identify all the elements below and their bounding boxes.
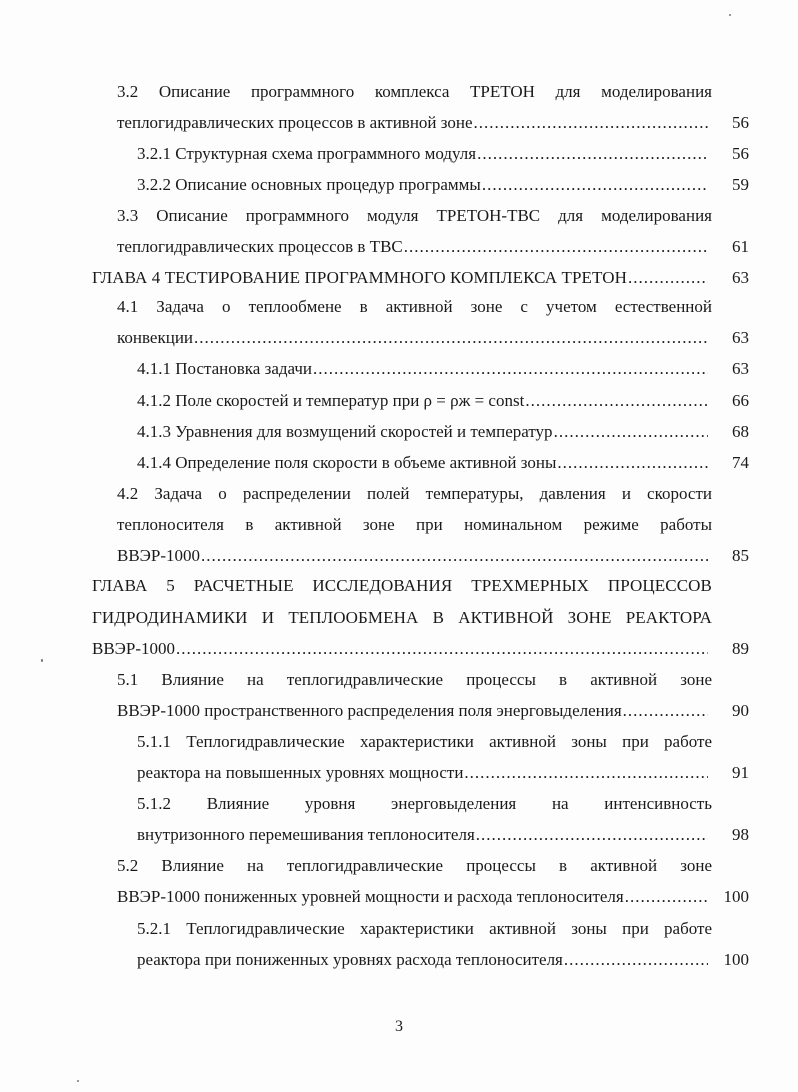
toc-entry-title: конвекции <box>117 328 194 347</box>
toc-entry-title: 4.1.3 Уравнения для возмущений скоростей и температур <box>137 422 553 441</box>
toc-page-number: 56 <box>732 144 749 163</box>
toc-chapter <box>92 633 709 664</box>
toc-leader <box>564 944 708 975</box>
toc-entry-title: ВВЭР-1000 <box>92 639 176 658</box>
toc-entry <box>137 757 709 788</box>
toc-entry <box>137 169 709 200</box>
toc-entry <box>117 322 709 353</box>
toc-page-number: 63 <box>732 359 749 378</box>
page-number: 3 <box>395 1018 403 1035</box>
toc-page-number: 91 <box>732 763 749 782</box>
toc-leader <box>474 107 708 138</box>
toc-entry-title: ВВЭР-1000 пониженных уровней мощности и расхода теплоносителя <box>117 887 624 906</box>
toc-entry-title: 4.1.4 Определение поля скорости в объеме активной зоны <box>137 453 557 472</box>
toc-page-number: 89 <box>732 639 749 658</box>
toc-entry-title: реактора на повышенных уровнях мощности <box>137 763 464 782</box>
toc-entry-title: ГЛАВА 4 ТЕСТИРОВАНИЕ ПРОГРАММНОГО КОМПЛЕКСА ТРЕТОН <box>92 268 628 287</box>
toc-entry: 5.2.1 Теплогидравлические характеристики активной зоны при работе <box>137 919 712 938</box>
toc-leader <box>464 757 708 788</box>
toc-page-number: 100 <box>723 887 749 906</box>
toc-entry <box>117 881 709 912</box>
scan-speck <box>729 14 731 16</box>
toc-page-number: 100 <box>723 950 749 969</box>
toc-entry-title: теплогидравлических процессов в активной зоне <box>117 113 473 132</box>
toc-leader <box>477 138 708 169</box>
toc-page-number: 63 <box>732 268 749 287</box>
toc-entry: 3.2 Описание программного комплекса ТРЕТОН для моделирования <box>117 82 712 101</box>
toc-leader <box>623 695 708 726</box>
toc-entry: 4.2 Задача о распределении полей температуры, давления и скорости <box>117 484 712 503</box>
toc-entry-title: 3.2.1 Структурная схема программного модуля <box>137 144 477 163</box>
toc-leader <box>176 633 708 664</box>
toc-entry <box>117 231 709 262</box>
toc-entry-title: ВВЭР-1000 пространственного распределения поля энерговыделения <box>117 701 622 720</box>
toc-entry <box>137 353 709 384</box>
toc-entry-title: ВВЭР-1000 <box>117 546 201 565</box>
toc-leader <box>554 416 708 447</box>
toc-entry <box>117 540 709 571</box>
toc-chapter: ГЛАВА 5 РАСЧЕТНЫЕ ИССЛЕДОВАНИЯ ТРЕХМЕРНЫХ ПРОЦЕССОВ <box>92 576 712 595</box>
toc-leader <box>625 881 708 912</box>
toc-entry <box>137 138 709 169</box>
toc-page-number: 90 <box>732 701 749 720</box>
toc-entry: 5.1.1 Теплогидравлические характеристики активной зоны при работе <box>137 732 712 751</box>
toc-leader <box>557 447 708 478</box>
toc-entry: 3.3 Описание программного модуля ТРЕТОН-ТВС для моделирования <box>117 206 712 225</box>
toc-entry: 5.1.2 Влияние уровня энерговыделения на интенсивность <box>137 794 712 813</box>
toc-entry <box>137 819 709 850</box>
scan-speck <box>41 659 43 662</box>
toc-leader <box>482 169 708 200</box>
toc-page-number: 74 <box>732 453 749 472</box>
toc-page-number: 56 <box>732 113 749 132</box>
toc-page-number: 68 <box>732 422 749 441</box>
toc-leader <box>201 540 708 571</box>
toc-entry-title: 3.2.2 Описание основных процедур программы <box>137 175 481 194</box>
toc-entry-title: 4.1.1 Постановка задачи <box>137 359 313 378</box>
toc-entry: теплоносителя в активной зоне при номинальном режиме работы <box>117 515 712 534</box>
toc-page-number: 63 <box>732 328 749 347</box>
toc-entry <box>137 385 709 416</box>
toc-leader <box>476 819 708 850</box>
toc-entry: 5.1 Влияние на теплогидравлические процессы в активной зоне <box>117 670 712 689</box>
toc-entry-title: 4.1.2 Поле скоростей и температур при ρ = ρж = const <box>137 391 525 410</box>
toc-entry: 4.1 Задача о теплообмене в активной зоне с учетом естественной <box>117 297 712 316</box>
toc-entry-title: внутризонного перемешивания теплоносителя <box>137 825 475 844</box>
toc-page-number: 61 <box>732 237 749 256</box>
toc-entry <box>117 695 709 726</box>
toc-chapter <box>92 262 709 293</box>
toc-entry <box>137 944 709 975</box>
toc-page-number: 98 <box>732 825 749 844</box>
toc-page-number: 59 <box>732 175 749 194</box>
toc-leader <box>194 322 708 353</box>
scan-speck <box>77 1080 79 1082</box>
toc-entry: 5.2 Влияние на теплогидравлические процессы в активной зоне <box>117 856 712 875</box>
toc-entry <box>137 447 709 478</box>
toc-leader <box>404 231 708 262</box>
toc-leader <box>313 353 708 384</box>
toc-chapter: ГИДРОДИНАМИКИ И ТЕПЛООБМЕНА В АКТИВНОЙ ЗОНЕ РЕАКТОРА <box>92 608 712 627</box>
toc-entry-title: теплогидравлических процессов в ТВС <box>117 237 403 256</box>
toc-page-number: 85 <box>732 546 749 565</box>
toc-entry <box>137 416 709 447</box>
toc-entry-title: реактора при пониженных уровнях расхода теплоносителя <box>137 950 563 969</box>
toc-leader <box>525 385 708 416</box>
toc-page-number: 66 <box>732 391 749 410</box>
toc-entry <box>117 107 709 138</box>
toc-leader <box>628 262 708 293</box>
